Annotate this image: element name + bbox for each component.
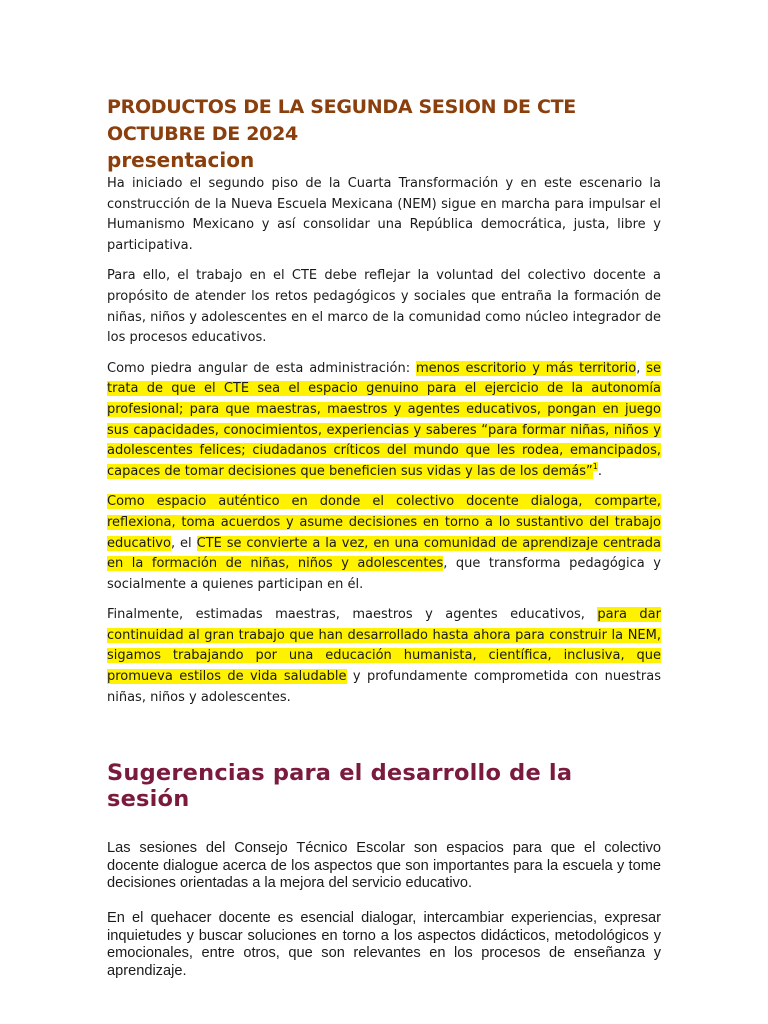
footnote-marker: 1: [592, 462, 598, 472]
document-subtitle: presentacion: [107, 148, 255, 172]
paragraph-5: [107, 605, 661, 708]
paragraph-1: Ha iniciado el segundo piso de la Cuarta Transformación y en este escenario la construcción de la Nueva Escuela Mexicana (NEM) sigue en marcha para impulsar el Humanismo Mexicano y así consolidar una República democrática, justa, libre y participativa.: [107, 176, 661, 253]
section-paragraph-1: Las sesiones del Consejo Técnico Escolar son espacios para que el colectivo docente dialogue acerca de los aspectos que son importantes para la escuela y tome decisiones orientadas a la mejora del servicio educativo.: [107, 840, 661, 892]
document-title-line1: PRODUCTOS DE LA SEGUNDA SESION DE CTE: [107, 96, 576, 118]
paragraph-2: Para ello, el trabajo en el CTE debe reflejar la voluntad del colectivo docente a propósito de atender los retos pedagógicos y sociales que entraña la formación de niñas, niños y adolescentes en el marco de la comunidad como núcleo integrador de los procesos educativos.: [107, 268, 661, 346]
paragraph-3: [107, 359, 661, 483]
document-page: [107, 94, 661, 997]
document-title-line2: OCTUBRE DE 2024: [107, 123, 298, 145]
highlight-comunidad-aprendizaje: CTE se convierte a la vez, en una comunidad de aprendizaje centrada en la formación de niñas, niños y adolescentes: [107, 535, 662, 572]
highlight-continuidad: para dar continuidad al gran trabajo que han desarrollado hasta ahora para construir la NEM, sigamos trabajando por una educación humanista, científica, inclusiva, que promueva estilos de vida saludable: [107, 607, 661, 685]
paragraph-3-intro: Como piedra angular de esta administración:: [107, 360, 416, 376]
section-heading: Sugerencias para el desarrollo de la sesión: [107, 760, 573, 813]
paragraph-4-mid: , el: [170, 535, 197, 551]
section-paragraph-2: En el quehacer docente es esencial dialogar, intercambiar experiencias, expresar inquietudes y buscar soluciones en torno a los aspectos didácticos, metodológicos y emocionales, entre otros, que son relevantes en los procesos de enseñanza y aprendizaje.: [107, 910, 661, 979]
paragraph-3-end: .: [597, 463, 602, 479]
highlight-autonomia: se trata de que el CTE sea el espacio genuino para el ejercicio de la autonomía profesional; para que maestras, maestros y agentes educativos, pongan en juego sus capacidades, conocimientos, experiencias y saberes “para formar niñas, niños y adolescentes felices; ciudadanos críticos del mundo que les rodea, emancipados, capaces de tomar decisiones que beneficien sus vidas y las de los demás”: [107, 360, 662, 479]
paragraph-4-end: , que transforma pedagógica y socialmente a quienes participan en él.: [107, 556, 661, 592]
highlight-menos-escritorio: menos escritorio y más territorio: [415, 360, 637, 376]
highlight-espacio-autentico: Como espacio auténtico en donde el colectivo docente dialoga, comparte, reflexiona, toma acuerdos y asume decisiones en torno a lo sustantivo del trabajo educativo: [107, 494, 661, 551]
paragraph-3-comma: ,: [636, 360, 647, 376]
paragraph-5-intro: Finalmente, estimadas maestras, maestros y agentes educativos,: [107, 607, 598, 623]
paragraph-5-end: y profundamente comprometida con nuestras niñas, niños y adolescentes.: [107, 669, 662, 705]
paragraph-4: [107, 492, 661, 595]
